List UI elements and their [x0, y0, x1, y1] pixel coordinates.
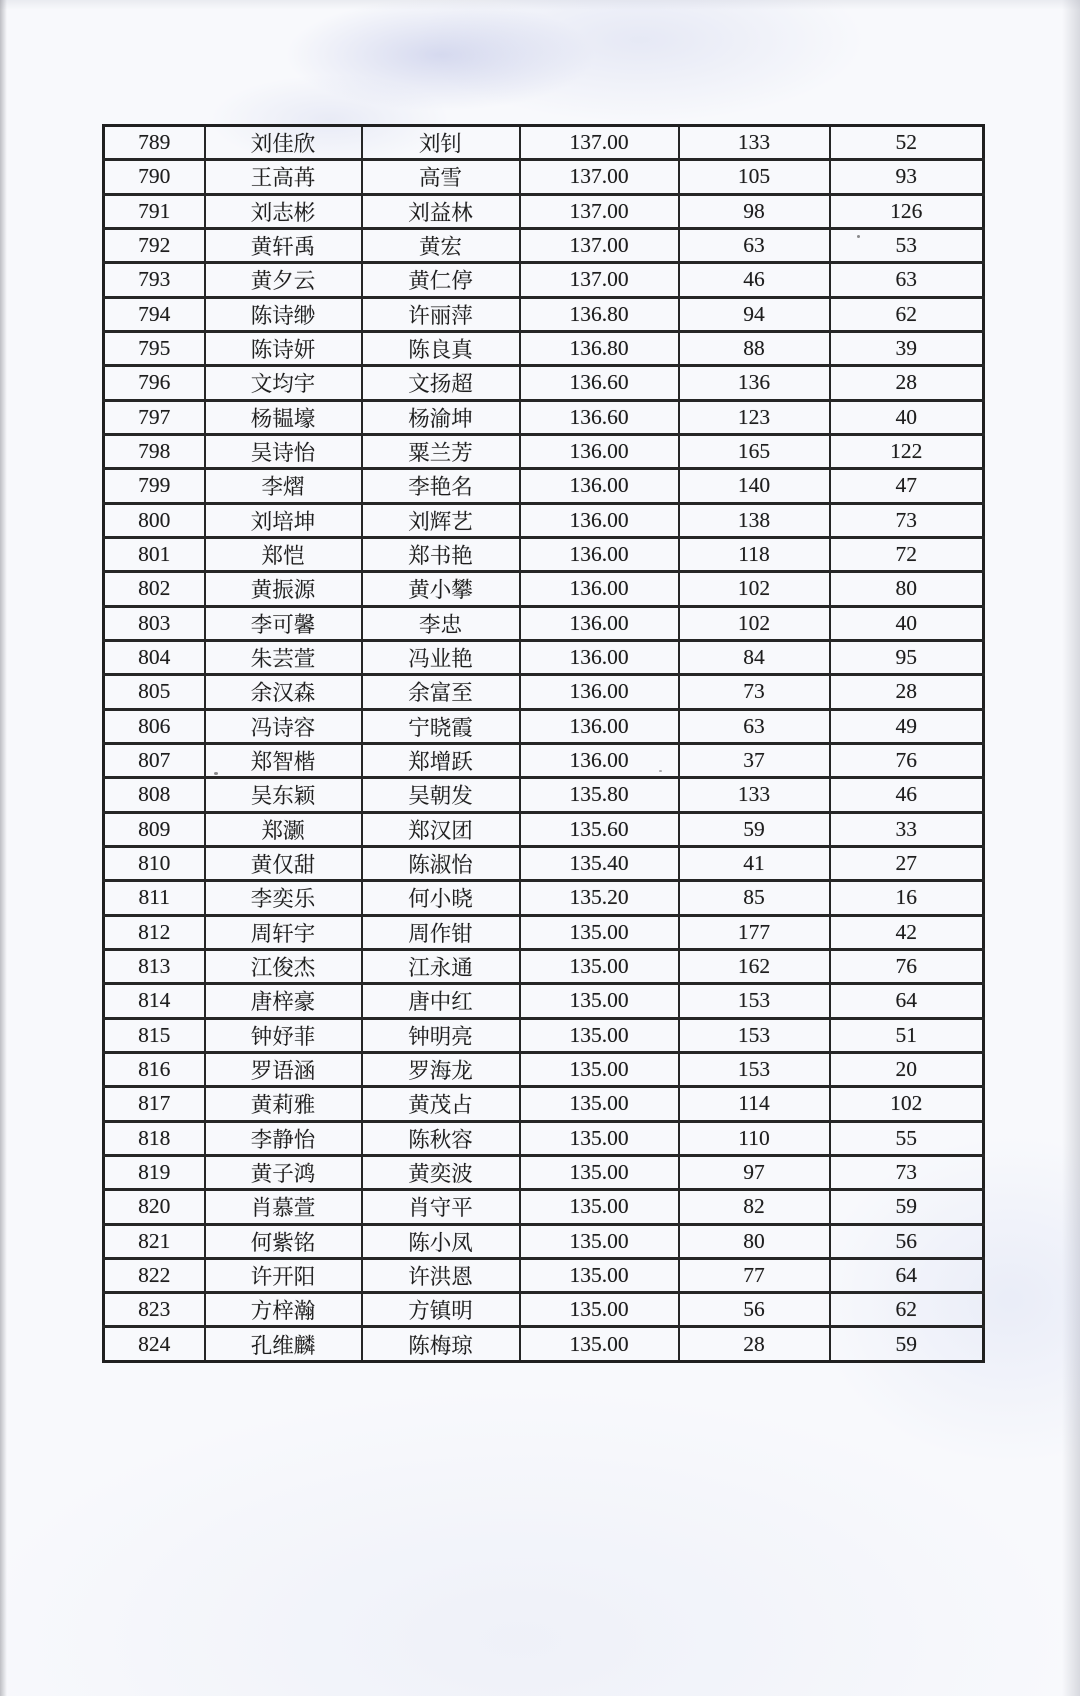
- table-cell: 792: [104, 228, 205, 262]
- table-cell: 杨渝坤: [362, 400, 520, 434]
- table-cell: 135.00: [520, 1224, 679, 1258]
- table-cell: 815: [104, 1018, 205, 1052]
- table-row: [104, 126, 984, 160]
- table-cell: 江俊杰: [205, 949, 362, 983]
- table-row: [104, 1293, 984, 1327]
- table-cell: 49: [830, 709, 984, 743]
- table-cell: 136.80: [520, 297, 679, 331]
- table-cell: 72: [830, 537, 984, 571]
- table-cell: 137.00: [520, 160, 679, 194]
- table-cell: 136: [679, 366, 830, 400]
- table-row: [104, 160, 984, 194]
- table-cell: 刘辉艺: [362, 503, 520, 537]
- table-cell: 33: [830, 812, 984, 846]
- table-cell: 123: [679, 400, 830, 434]
- table-cell: 135.00: [520, 1121, 679, 1155]
- table-cell: 136.00: [520, 709, 679, 743]
- table-cell: 许丽萍: [362, 297, 520, 331]
- table-cell: 110: [679, 1121, 830, 1155]
- table-cell: 孔维麟: [205, 1327, 362, 1361]
- table-cell: 84: [679, 640, 830, 674]
- table-cell: 51: [830, 1018, 984, 1052]
- table-cell: 47: [830, 469, 984, 503]
- table-cell: 814: [104, 984, 205, 1018]
- table-cell: 162: [679, 949, 830, 983]
- table-cell: 135.00: [520, 949, 679, 983]
- table-cell: 102: [679, 572, 830, 606]
- table-cell: 800: [104, 503, 205, 537]
- table-row: [104, 263, 984, 297]
- table-cell: 高雪: [362, 160, 520, 194]
- table-cell: 李奕乐: [205, 881, 362, 915]
- table-row: [104, 572, 984, 606]
- score-table: [102, 124, 985, 1363]
- table-cell: 822: [104, 1258, 205, 1292]
- table-cell: 823: [104, 1293, 205, 1327]
- table-cell: 28: [830, 366, 984, 400]
- table-cell: 肖慕萱: [205, 1190, 362, 1224]
- table-cell: 794: [104, 297, 205, 331]
- table-cell: 周轩宇: [205, 915, 362, 949]
- table-cell: 136.00: [520, 434, 679, 468]
- table-cell: 64: [830, 984, 984, 1018]
- table-row: [104, 331, 984, 365]
- table-cell: 20: [830, 1052, 984, 1086]
- table-cell: 98: [679, 194, 830, 228]
- table-cell: 793: [104, 263, 205, 297]
- table-cell: 41: [679, 846, 830, 880]
- table-cell: 粟兰芳: [362, 434, 520, 468]
- table-cell: 138: [679, 503, 830, 537]
- table-row: [104, 297, 984, 331]
- table-cell: 791: [104, 194, 205, 228]
- table-cell: 许洪恩: [362, 1258, 520, 1292]
- table-cell: 821: [104, 1224, 205, 1258]
- table-cell: 郑书艳: [362, 537, 520, 571]
- table-cell: 陈良真: [362, 331, 520, 365]
- table-cell: 16: [830, 881, 984, 915]
- table-cell: 62: [830, 297, 984, 331]
- table-cell: 何紫铭: [205, 1224, 362, 1258]
- table-cell: 唐梓豪: [205, 984, 362, 1018]
- table-cell: 818: [104, 1121, 205, 1155]
- table-cell: 812: [104, 915, 205, 949]
- table-cell: 133: [679, 126, 830, 160]
- table-cell: 135.00: [520, 1190, 679, 1224]
- table-cell: 杨韫壕: [205, 400, 362, 434]
- table-cell: 文扬超: [362, 366, 520, 400]
- table-cell: 135.00: [520, 1155, 679, 1189]
- table-cell: 85: [679, 881, 830, 915]
- table-row: [104, 881, 984, 915]
- table-cell: 804: [104, 640, 205, 674]
- table-cell: 李忠: [362, 606, 520, 640]
- table-cell: 102: [679, 606, 830, 640]
- table-cell: 789: [104, 126, 205, 160]
- table-cell: 27: [830, 846, 984, 880]
- table-cell: 黄子鸿: [205, 1155, 362, 1189]
- table-row: [104, 778, 984, 812]
- table-cell: 805: [104, 675, 205, 709]
- table-cell: 133: [679, 778, 830, 812]
- table-cell: 吴东颖: [205, 778, 362, 812]
- score-table-body: [104, 126, 984, 1362]
- table-cell: 137.00: [520, 126, 679, 160]
- table-cell: 135.40: [520, 846, 679, 880]
- table-cell: 135.00: [520, 915, 679, 949]
- table-cell: 824: [104, 1327, 205, 1361]
- table-cell: 136.00: [520, 743, 679, 777]
- table-cell: 126: [830, 194, 984, 228]
- table-row: [104, 1087, 984, 1121]
- table-cell: 76: [830, 949, 984, 983]
- table-row: [104, 366, 984, 400]
- table-cell: 余富至: [362, 675, 520, 709]
- table-cell: 郑灏: [205, 812, 362, 846]
- table-cell: 刘佳欣: [205, 126, 362, 160]
- table-cell: 135.00: [520, 1018, 679, 1052]
- table-cell: 803: [104, 606, 205, 640]
- table-row: [104, 812, 984, 846]
- table-cell: 56: [830, 1224, 984, 1258]
- table-cell: 黄小攀: [362, 572, 520, 606]
- table-cell: 135.80: [520, 778, 679, 812]
- table-cell: 39: [830, 331, 984, 365]
- table-cell: 42: [830, 915, 984, 949]
- table-cell: 46: [679, 263, 830, 297]
- table-cell: 73: [830, 1155, 984, 1189]
- table-cell: 63: [679, 228, 830, 262]
- table-cell: 55: [830, 1121, 984, 1155]
- table-cell: 陈秋容: [362, 1121, 520, 1155]
- table-row: [104, 606, 984, 640]
- table-cell: 冯诗容: [205, 709, 362, 743]
- table-cell: 802: [104, 572, 205, 606]
- table-cell: 137.00: [520, 228, 679, 262]
- table-row: [104, 1258, 984, 1292]
- table-cell: 53: [830, 228, 984, 262]
- table-cell: 93: [830, 160, 984, 194]
- table-cell: 135.20: [520, 881, 679, 915]
- table-cell: 方梓瀚: [205, 1293, 362, 1327]
- table-cell: 73: [830, 503, 984, 537]
- table-cell: 153: [679, 984, 830, 1018]
- table-cell: 177: [679, 915, 830, 949]
- table-row: [104, 675, 984, 709]
- table-cell: 40: [830, 606, 984, 640]
- table-cell: 153: [679, 1018, 830, 1052]
- table-cell: 郑汉团: [362, 812, 520, 846]
- table-cell: 80: [830, 572, 984, 606]
- table-cell: 796: [104, 366, 205, 400]
- table-cell: 136.00: [520, 606, 679, 640]
- table-row: [104, 469, 984, 503]
- table-cell: 59: [830, 1190, 984, 1224]
- table-cell: 811: [104, 881, 205, 915]
- table-cell: 136.80: [520, 331, 679, 365]
- table-cell: 陈诗妍: [205, 331, 362, 365]
- table-cell: 黄夕云: [205, 263, 362, 297]
- table-cell: 135.00: [520, 1052, 679, 1086]
- table-cell: 136.00: [520, 503, 679, 537]
- table-cell: 807: [104, 743, 205, 777]
- table-cell: 冯业艳: [362, 640, 520, 674]
- table-cell: 80: [679, 1224, 830, 1258]
- table-cell: 63: [830, 263, 984, 297]
- table-row: [104, 846, 984, 880]
- table-cell: 28: [830, 675, 984, 709]
- table-cell: 钟妤菲: [205, 1018, 362, 1052]
- table-row: [104, 400, 984, 434]
- table-row: [104, 1121, 984, 1155]
- table-row: [104, 194, 984, 228]
- table-cell: 黄茂占: [362, 1087, 520, 1121]
- table-cell: 801: [104, 537, 205, 571]
- table-row: [104, 709, 984, 743]
- table-cell: 陈诗缈: [205, 297, 362, 331]
- table-cell: 135.60: [520, 812, 679, 846]
- table-cell: 59: [830, 1327, 984, 1361]
- table-cell: 黄振源: [205, 572, 362, 606]
- table-cell: 809: [104, 812, 205, 846]
- table-cell: 136.60: [520, 400, 679, 434]
- table-cell: 李可馨: [205, 606, 362, 640]
- table-cell: 135.00: [520, 1327, 679, 1361]
- table-cell: 795: [104, 331, 205, 365]
- table-cell: 820: [104, 1190, 205, 1224]
- table-cell: 黄奕波: [362, 1155, 520, 1189]
- table-cell: 136.60: [520, 366, 679, 400]
- table-row: [104, 503, 984, 537]
- table-cell: 陈梅琼: [362, 1327, 520, 1361]
- table-row: [104, 228, 984, 262]
- table-cell: 122: [830, 434, 984, 468]
- table-cell: 73: [679, 675, 830, 709]
- table-cell: 136.00: [520, 537, 679, 571]
- table-cell: 刘益林: [362, 194, 520, 228]
- table-cell: 799: [104, 469, 205, 503]
- table-cell: 文均宇: [205, 366, 362, 400]
- table-cell: 817: [104, 1087, 205, 1121]
- table-cell: 806: [104, 709, 205, 743]
- table-cell: 808: [104, 778, 205, 812]
- table-cell: 813: [104, 949, 205, 983]
- table-row: [104, 915, 984, 949]
- table-cell: 黄莉雅: [205, 1087, 362, 1121]
- table-cell: 59: [679, 812, 830, 846]
- table-cell: 135.00: [520, 1258, 679, 1292]
- table-cell: 816: [104, 1052, 205, 1086]
- table-cell: 唐中红: [362, 984, 520, 1018]
- table-cell: 76: [830, 743, 984, 777]
- table-cell: 810: [104, 846, 205, 880]
- table-cell: 罗海龙: [362, 1052, 520, 1086]
- table-row: [104, 984, 984, 1018]
- table-cell: 黄轩禹: [205, 228, 362, 262]
- table-cell: 28: [679, 1327, 830, 1361]
- table-row: [104, 1327, 984, 1361]
- table-cell: 朱芸萱: [205, 640, 362, 674]
- table-cell: 114: [679, 1087, 830, 1121]
- table-cell: 肖守平: [362, 1190, 520, 1224]
- table-cell: 118: [679, 537, 830, 571]
- table-cell: 165: [679, 434, 830, 468]
- table-cell: 153: [679, 1052, 830, 1086]
- table-cell: 黄仅甜: [205, 846, 362, 880]
- table-cell: 何小晓: [362, 881, 520, 915]
- table-cell: 136.00: [520, 675, 679, 709]
- table-cell: 郑增跃: [362, 743, 520, 777]
- table-row: [104, 1224, 984, 1258]
- table-cell: 李熠: [205, 469, 362, 503]
- table-cell: 王高苒: [205, 160, 362, 194]
- table-cell: 135.00: [520, 984, 679, 1018]
- table-row: [104, 640, 984, 674]
- table-cell: 102: [830, 1087, 984, 1121]
- table-cell: 陈小凤: [362, 1224, 520, 1258]
- table-cell: 许开阳: [205, 1258, 362, 1292]
- table-cell: 62: [830, 1293, 984, 1327]
- table-cell: 罗语涵: [205, 1052, 362, 1086]
- table-cell: 64: [830, 1258, 984, 1292]
- table-cell: 797: [104, 400, 205, 434]
- table-cell: 137.00: [520, 194, 679, 228]
- table-cell: 88: [679, 331, 830, 365]
- table-row: [104, 434, 984, 468]
- table-row: [104, 1155, 984, 1189]
- table-row: [104, 537, 984, 571]
- table-cell: 52: [830, 126, 984, 160]
- table-cell: 李静怡: [205, 1121, 362, 1155]
- table-cell: 吴朝发: [362, 778, 520, 812]
- table-cell: 63: [679, 709, 830, 743]
- table-cell: 97: [679, 1155, 830, 1189]
- table-row: [104, 743, 984, 777]
- table-cell: 宁晓霞: [362, 709, 520, 743]
- table-cell: 56: [679, 1293, 830, 1327]
- table-cell: 140: [679, 469, 830, 503]
- table-cell: 37: [679, 743, 830, 777]
- table-cell: 77: [679, 1258, 830, 1292]
- table-cell: 黄宏: [362, 228, 520, 262]
- table-cell: 137.00: [520, 263, 679, 297]
- table-cell: 135.00: [520, 1293, 679, 1327]
- table-cell: 周作钳: [362, 915, 520, 949]
- table-cell: 819: [104, 1155, 205, 1189]
- table-row: [104, 1018, 984, 1052]
- table-cell: 钟明亮: [362, 1018, 520, 1052]
- table-cell: 吴诗怡: [205, 434, 362, 468]
- table-cell: 黄仁停: [362, 263, 520, 297]
- table-row: [104, 1052, 984, 1086]
- table-cell: 136.00: [520, 640, 679, 674]
- table-cell: 136.00: [520, 469, 679, 503]
- table-cell: 82: [679, 1190, 830, 1224]
- table-cell: 陈淑怡: [362, 846, 520, 880]
- table-row: [104, 1190, 984, 1224]
- table-cell: 方镇明: [362, 1293, 520, 1327]
- table-cell: 136.00: [520, 572, 679, 606]
- table-cell: 40: [830, 400, 984, 434]
- table-cell: 46: [830, 778, 984, 812]
- table-cell: 郑智楷: [205, 743, 362, 777]
- table-cell: 790: [104, 160, 205, 194]
- table-cell: 刘志彬: [205, 194, 362, 228]
- table-cell: 余汉森: [205, 675, 362, 709]
- table-cell: 95: [830, 640, 984, 674]
- table-cell: 798: [104, 434, 205, 468]
- table-cell: 刘培坤: [205, 503, 362, 537]
- table-cell: 135.00: [520, 1087, 679, 1121]
- table-cell: 江永通: [362, 949, 520, 983]
- table-row: [104, 949, 984, 983]
- table-cell: 105: [679, 160, 830, 194]
- table-cell: 94: [679, 297, 830, 331]
- table-cell: 李艳名: [362, 469, 520, 503]
- table-cell: 刘钊: [362, 126, 520, 160]
- table-cell: 郑恺: [205, 537, 362, 571]
